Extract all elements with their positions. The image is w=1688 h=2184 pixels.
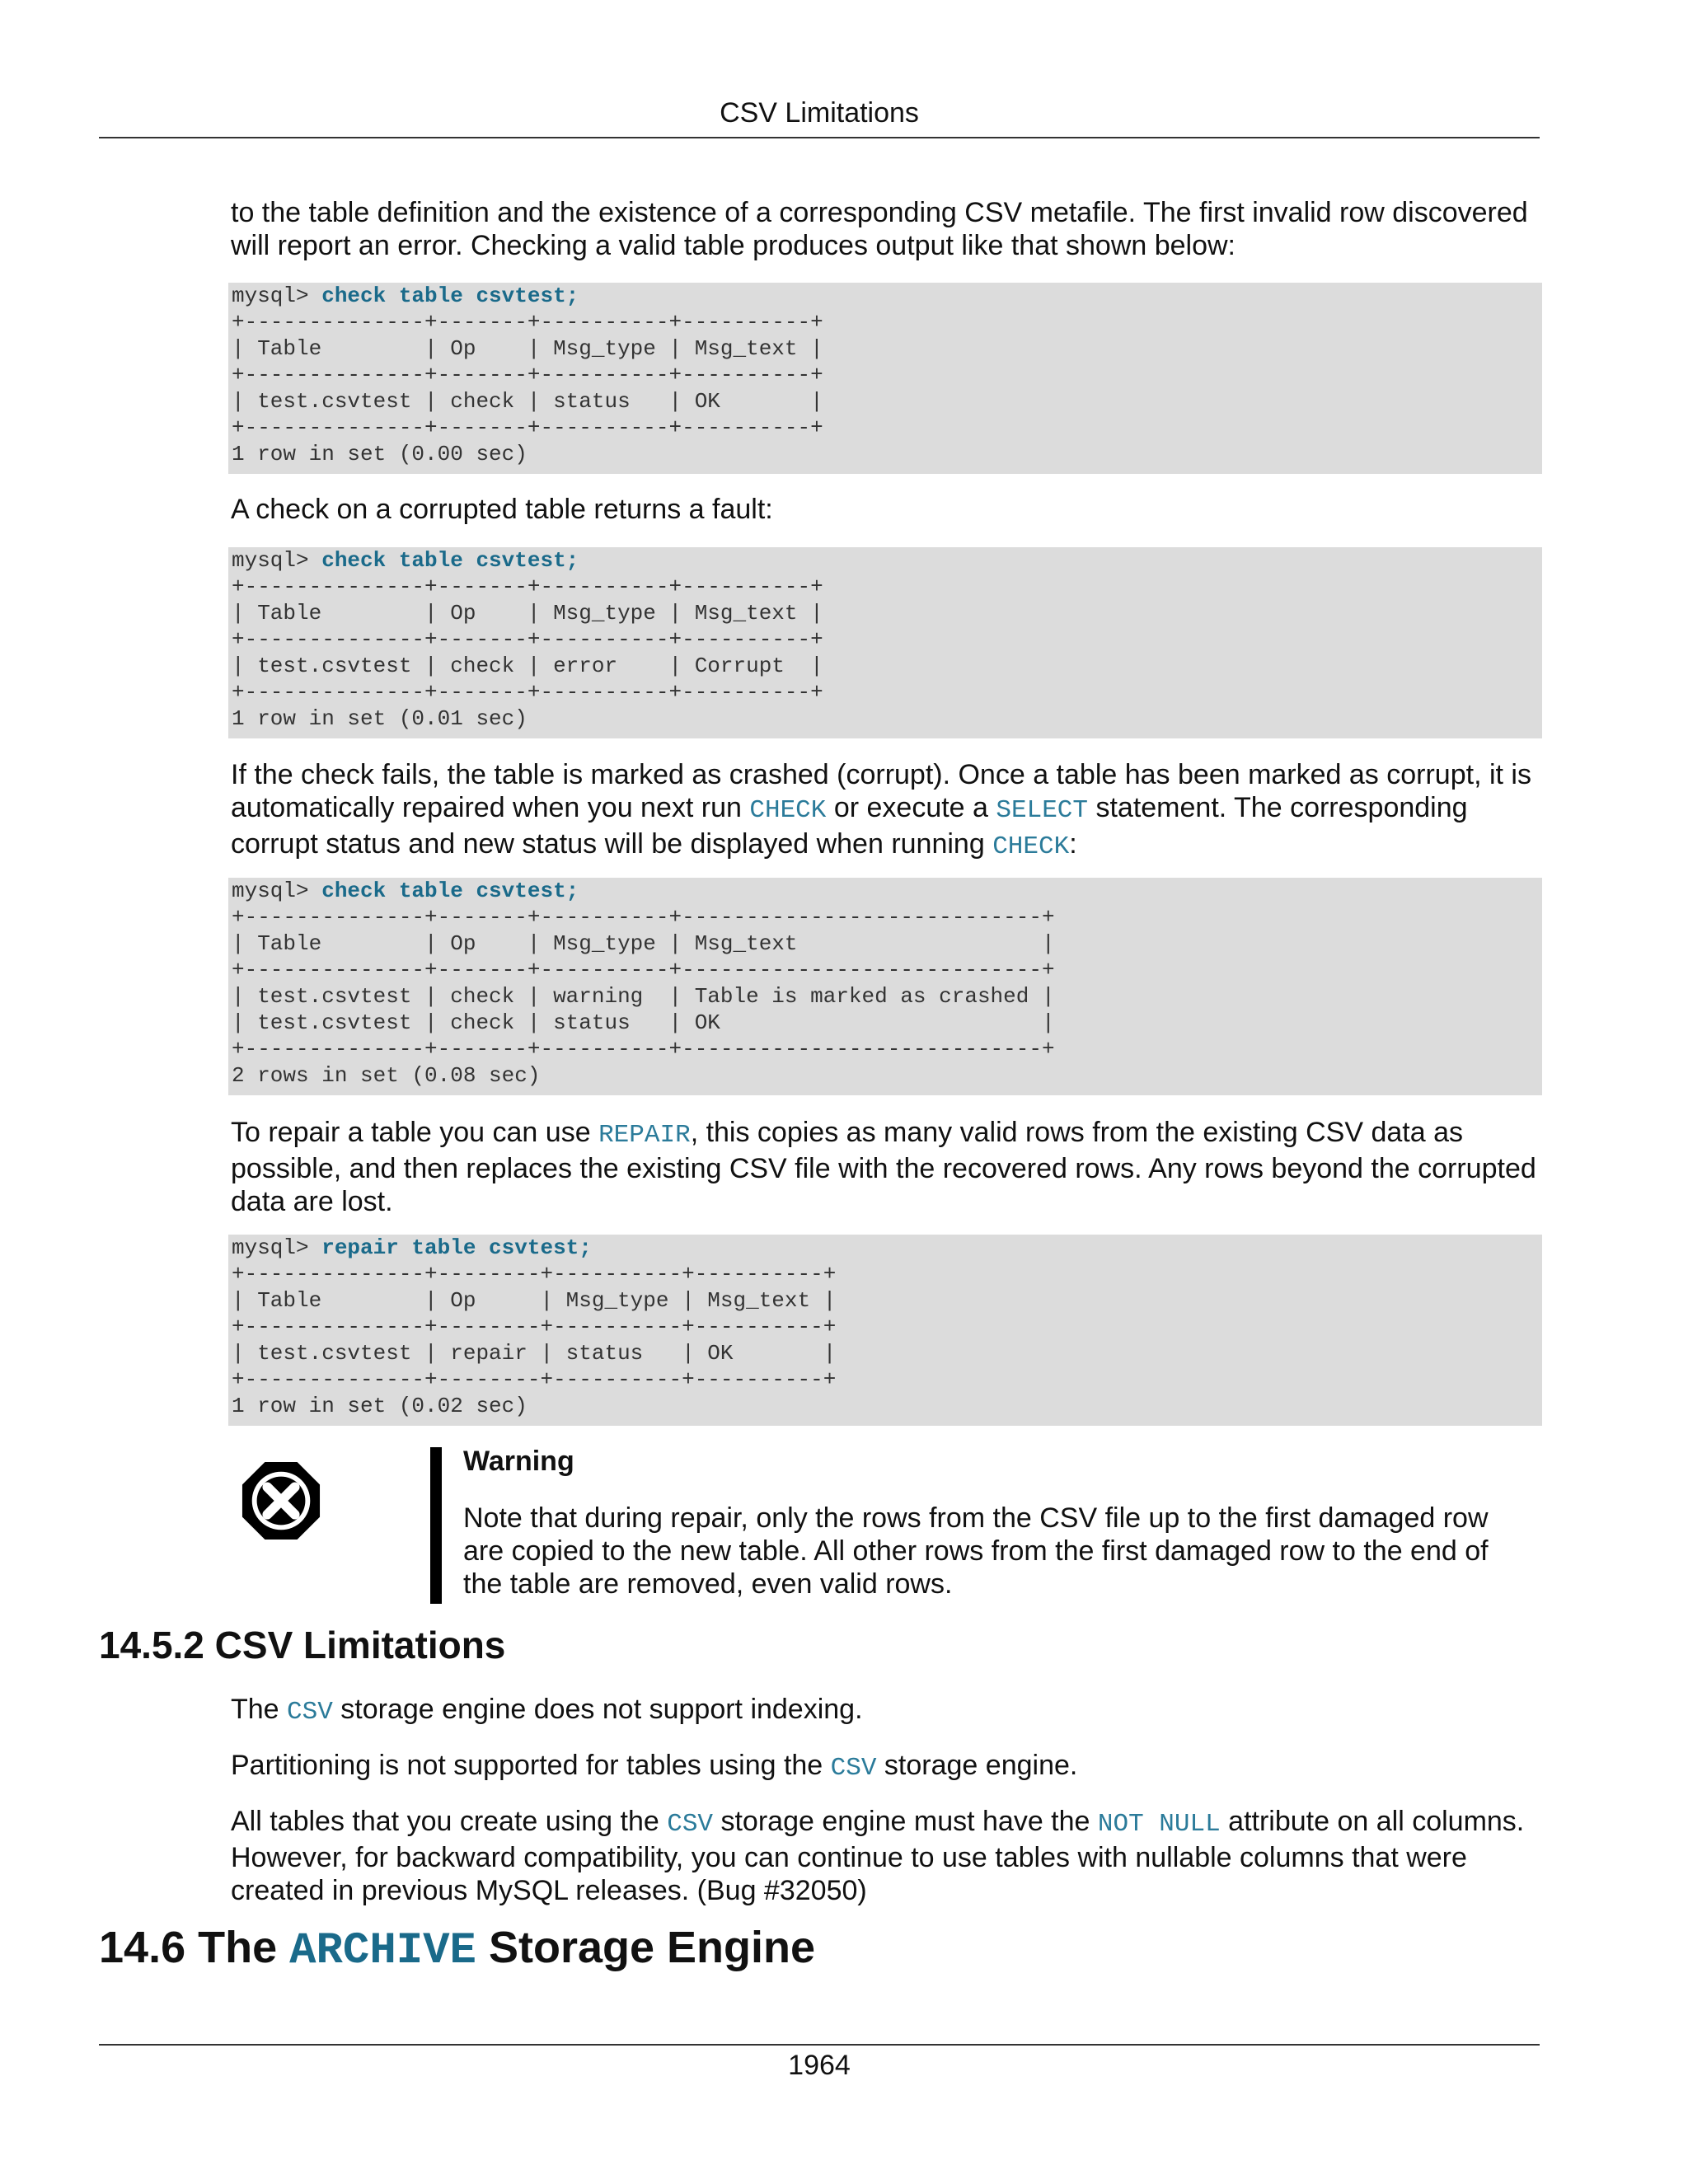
running-header: CSV Limitations [720,97,919,129]
code-line: | test.csvtest | check | status | OK | [232,1010,1055,1035]
code-block-check-crashed [228,878,1542,1095]
error-x-icon [241,1460,321,1541]
code-block-check-corrupt [228,547,1542,738]
code-line [232,283,1542,309]
inline-code: SELECT [996,796,1089,825]
text: or execute a [826,792,996,823]
code-prompt: mysql> [232,879,322,903]
text: attribute on all columns. However, for backward compatibility, you can continue to use tables with nullable columns that were created in previous MySQL releases. (Bug #32050) [231,1806,1525,1906]
code-line: +--------------+-------+----------+----------+ [232,363,823,387]
code-line: +--------------+-------+----------+----------------------------+ [232,1037,1055,1062]
inline-code: CHECK [992,832,1070,861]
code-line: +--------------+-------+----------+----------+ [232,415,823,440]
code-line: +--------------+-------+----------+----------------------------+ [232,958,1055,982]
inline-code: REPAIR [598,1121,691,1150]
inline-code: CHECK [749,796,827,825]
code-line: +--------------+--------+----------+----------+ [232,1367,837,1392]
code-line: +--------------+-------+----------+----------------------------+ [232,905,1055,930]
code-line: 2 rows in set (0.08 sec) [232,1063,541,1088]
code-line: | test.csvtest | check | status | OK | [232,389,823,414]
text: Storage Engine [476,1923,816,1972]
code-line: +--------------+--------+----------+----------+ [232,1262,837,1286]
warning-title: Warning [463,1446,574,1477]
limitation-partitioning [231,1749,1541,1785]
check-fails-paragraph [231,758,1541,864]
text: storage engine does not support indexing. [332,1694,863,1725]
code-line: +--------------+-------+----------+----------+ [232,680,823,705]
code-line: +--------------+-------+----------+----------+ [232,627,823,652]
inline-code: CSV [287,1698,333,1727]
text: : [1069,828,1077,860]
repair-paragraph [231,1116,1541,1218]
code-line: | Table | Op | Msg_type | Msg_text | [232,931,1055,956]
code-command: check table csvtest; [321,548,579,573]
text: All tables that you create using the [231,1806,668,1837]
inline-code: ARCHIVE [289,1926,476,1976]
section-heading-csv-limitations: 14.5.2 CSV Limitations [99,1624,506,1666]
corrupted-paragraph: A check on a corrupted table returns a fault: [231,494,773,525]
warning-text: Note that during repair, only the rows from the CSV file up to the first damaged row are copied to the new table. All other rows from the first damaged row to the end of the table are removed, even valid rows. [463,1502,1489,1600]
footer-rule [99,2044,1540,2046]
code-line: 1 row in set (0.01 sec) [232,706,528,731]
code-line: | test.csvtest | check | error | Corrupt | [232,654,823,678]
code-line: 1 row in set (0.02 sec) [232,1394,528,1418]
warning-sidebar [430,1447,442,1604]
text: 14.6 The [99,1923,290,1972]
header-rule [99,137,1540,138]
code-command: check table csvtest; [321,284,579,308]
code-line: +--------------+--------+----------+----------+ [232,1315,837,1339]
limitation-indexing [231,1693,1541,1729]
text: storage engine must have the [713,1806,1098,1837]
code-prompt: mysql> [232,284,322,308]
code-block-check-ok [228,283,1542,474]
inline-code: NOT NULL [1097,1810,1221,1839]
text: Partitioning is not supported for tables using the [231,1750,831,1781]
code-prompt: mysql> [232,548,322,573]
inline-code: CSV [830,1754,877,1783]
code-line [232,547,1542,574]
text: , this copies as many valid rows from the existing CSV data as possible, and then replaces the existing CSV file with the recovered rows. Any rows beyond the corrupted data are lost. [231,1117,1536,1217]
code-prompt: mysql> [232,1235,322,1260]
text: storage engine. [876,1750,1078,1781]
inline-code: CSV [667,1810,714,1839]
code-line: | Table | Op | Msg_type | Msg_text | [232,1288,837,1313]
intro-paragraph: to the table definition and the existence of a corresponding CSV metafile. The first invalid row discovered will report an error. Checking a valid table produces output like that shown below: [231,197,1528,261]
code-command: repair table csvtest; [321,1235,592,1260]
text: statement. The corresponding corrupt status and new status will be displayed when running [231,792,1468,860]
code-line [232,1235,1542,1261]
page-number: 1964 [788,2050,851,2081]
code-line: 1 row in set (0.00 sec) [232,442,528,466]
limitation-not-null [231,1805,1541,1907]
code-line: | Table | Op | Msg_type | Msg_text | [232,336,823,361]
section-heading-archive [99,1920,815,1979]
code-block-repair [228,1235,1542,1426]
code-command: check table csvtest; [321,879,579,903]
text: To repair a table you can use [231,1117,599,1148]
code-line: +--------------+-------+----------+----------+ [232,310,823,335]
text: If the check fails, the table is marked as crashed (corrupt). Once a table has been marked as corrupt, it is automatically repaired when you next run [231,759,1531,823]
code-line: | test.csvtest | check | warning | Table is marked as crashed | [232,984,1055,1009]
code-line: | Table | Op | Msg_type | Msg_text | [232,601,823,626]
code-line: +--------------+-------+----------+----------+ [232,574,823,599]
code-line [232,878,1542,904]
code-line: | test.csvtest | repair | status | OK | [232,1341,837,1366]
text: The [231,1694,288,1725]
